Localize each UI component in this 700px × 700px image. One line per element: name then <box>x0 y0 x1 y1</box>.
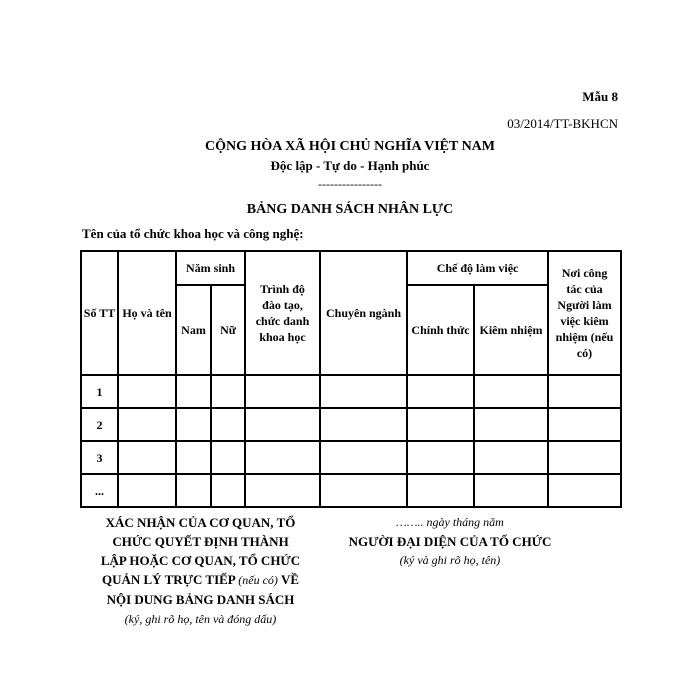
table-cell[interactable] <box>118 408 176 441</box>
table-cell[interactable] <box>245 375 320 408</box>
column-header-female: Nữ <box>211 285 245 375</box>
table-cell[interactable] <box>548 408 621 441</box>
date-line: …….. ngày tháng năm <box>396 515 504 529</box>
table-cell[interactable] <box>474 474 548 507</box>
table-cell[interactable] <box>245 474 320 507</box>
approval-sign-note: (ký, ghi rõ họ, tên và đóng dấu) <box>124 612 277 626</box>
organization-label: Tên của tổ chức khoa học và công nghệ: <box>82 226 304 241</box>
table-cell[interactable] <box>118 441 176 474</box>
column-header-official: Chính thức <box>407 285 474 375</box>
circular-code: 03/2014/TT-BKHCN <box>507 116 618 131</box>
column-header-birth-year: Năm sinh <box>176 251 245 285</box>
table-cell[interactable] <box>245 408 320 441</box>
table-cell[interactable] <box>407 474 474 507</box>
table-cell[interactable] <box>118 375 176 408</box>
column-header-male: Nam <box>176 285 211 375</box>
column-header-specialty: Chuyên ngành <box>320 251 407 375</box>
approval-signature-block <box>98 513 303 629</box>
table-row <box>81 441 621 474</box>
table-cell[interactable] <box>320 441 407 474</box>
table-cell[interactable] <box>320 474 407 507</box>
representative-title: NGƯỜI ĐẠI DIỆN CỦA TỔ CHỨC <box>348 534 552 549</box>
table-cell[interactable] <box>474 441 548 474</box>
column-header-qualification: Trình độ đào tạo, chức danh khoa học <box>245 251 320 375</box>
table-row <box>81 408 621 441</box>
table-cell[interactable] <box>176 375 211 408</box>
table-cell[interactable] <box>407 441 474 474</box>
column-header-work-mode: Chế độ làm việc <box>407 251 548 285</box>
row-number: ... <box>81 474 118 507</box>
row-number: 3 <box>81 441 118 474</box>
table-row <box>81 474 621 507</box>
table-cell[interactable] <box>474 408 548 441</box>
table-cell[interactable] <box>211 408 245 441</box>
approval-heading: XÁC NHẬN CỦA CƠ QUAN, TỔ CHỨC QUYẾT ĐỊNH THÀNH LẬP HOẶC CƠ QUAN, TỔ CHỨC QUẢN LÝ TRỰC TIẾP <box>100 515 301 587</box>
table-cell[interactable] <box>176 474 211 507</box>
motto: Độc lập - Tự do - Hạnh phúc <box>270 158 430 173</box>
row-number: 2 <box>81 408 118 441</box>
row-number: 1 <box>81 375 118 408</box>
table-cell[interactable] <box>211 474 245 507</box>
table-cell[interactable] <box>176 441 211 474</box>
table-cell[interactable] <box>407 375 474 408</box>
table-cell[interactable] <box>176 408 211 441</box>
column-header-concurrent-place: Nơi công tác của Người làm việc kiêm nhiệm (nếu có) <box>548 251 621 375</box>
table-cell[interactable] <box>548 474 621 507</box>
column-header-concurrent: Kiêm nhiệm <box>474 285 548 375</box>
representative-sign-note: (ký và ghi rõ họ, tên) <box>399 553 501 567</box>
table-cell[interactable] <box>548 441 621 474</box>
table-cell[interactable] <box>320 408 407 441</box>
table-cell[interactable] <box>474 375 548 408</box>
optional-note: (nếu có) <box>238 573 278 587</box>
table-cell[interactable] <box>548 375 621 408</box>
table-row <box>81 375 621 408</box>
approval-heading-cont: VỀ NỘI DUNG BẢNG DANH SÁCH <box>106 572 300 607</box>
table-cell[interactable] <box>407 408 474 441</box>
staff-table <box>80 250 622 508</box>
table-cell[interactable] <box>245 441 320 474</box>
nation-heading: CỘNG HÒA XÃ HỘI CHỦ NGHĨA VIỆT NAM <box>204 139 495 154</box>
heading-divider: ---------------- <box>318 177 382 191</box>
table-cell[interactable] <box>211 375 245 408</box>
form-code: Mẫu 8 <box>582 89 618 104</box>
table-cell[interactable] <box>118 474 176 507</box>
column-header-no: Số TT <box>81 251 118 375</box>
representative-signature-block <box>325 513 575 570</box>
document-title: BẢNG DANH SÁCH NHÂN LỰC <box>246 202 454 217</box>
table-cell[interactable] <box>211 441 245 474</box>
column-header-name: Họ và tên <box>118 251 176 375</box>
table-cell[interactable] <box>320 375 407 408</box>
